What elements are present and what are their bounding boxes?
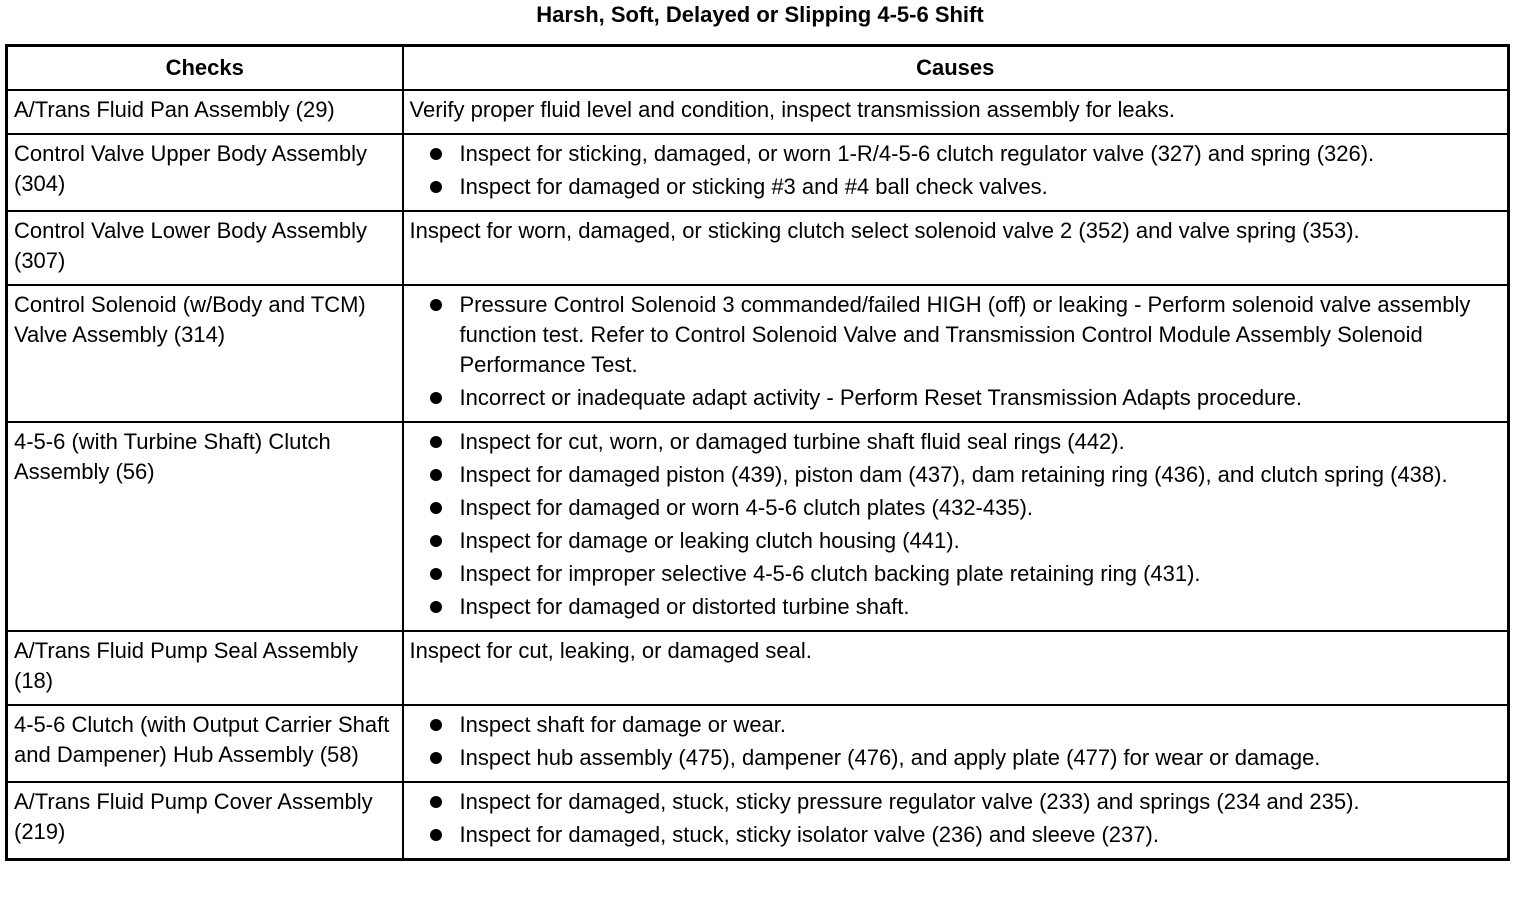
- table-body: [7, 90, 1509, 860]
- cause-list-item: Inspect for improper selective 4-5-6 clutch backing plate retaining ring (431).: [410, 559, 1502, 589]
- cause-list-item: Inspect for damaged or distorted turbine shaft.: [410, 592, 1502, 622]
- cause-list: [410, 427, 1502, 622]
- cause-cell: [403, 90, 1509, 134]
- cause-cell: [403, 422, 1509, 631]
- cause-cell: [403, 782, 1509, 860]
- check-cell: Control Valve Lower Body Assembly (307): [7, 211, 403, 285]
- checks-column-header: Checks: [7, 46, 403, 91]
- cause-list-item: Inspect for damaged or sticking #3 and #4 ball check valves.: [410, 172, 1502, 202]
- check-cell: A/Trans Fluid Pan Assembly (29): [7, 90, 403, 134]
- cause-list-item: Inspect shaft for damage or wear.: [410, 710, 1502, 740]
- cause-list-item: Inspect for damaged, stuck, sticky isolator valve (236) and sleeve (237).: [410, 820, 1502, 850]
- cause-cell: [403, 211, 1509, 285]
- table-row: [7, 705, 1509, 782]
- diagnostic-table: [5, 44, 1510, 861]
- check-cell: Control Valve Upper Body Assembly (304): [7, 134, 403, 211]
- cause-list: [410, 290, 1502, 413]
- cause-list: [410, 710, 1502, 773]
- cause-list-item: Inspect for damaged or worn 4-5-6 clutch plates (432-435).: [410, 493, 1502, 523]
- table-row: [7, 285, 1509, 422]
- causes-column-header: Causes: [403, 46, 1509, 91]
- check-cell: 4-5-6 (with Turbine Shaft) Clutch Assembly (56): [7, 422, 403, 631]
- table-row: [7, 211, 1509, 285]
- check-cell: Control Solenoid (w/Body and TCM) Valve Assembly (314): [7, 285, 403, 422]
- cause-list-item: Inspect for damage or leaking clutch housing (441).: [410, 526, 1502, 556]
- table-row: [7, 631, 1509, 705]
- table-row: [7, 134, 1509, 211]
- table-row: [7, 422, 1509, 631]
- cause-list-item: Pressure Control Solenoid 3 commanded/failed HIGH (off) or leaking - Perform solenoid valve assembly function test. Refer to Control Solenoid Valve and Transmission Control Module Assembly Solenoid Performance Test.: [410, 290, 1502, 380]
- check-cell: A/Trans Fluid Pump Seal Assembly (18): [7, 631, 403, 705]
- cause-cell: [403, 705, 1509, 782]
- cause-list-item: Incorrect or inadequate adapt activity - Perform Reset Transmission Adapts procedure.: [410, 383, 1502, 413]
- cause-list-item: Inspect for sticking, damaged, or worn 1-R/4-5-6 clutch regulator valve (327) and spring (326).: [410, 139, 1502, 169]
- table-row: [7, 782, 1509, 860]
- check-cell: 4-5-6 Clutch (with Output Carrier Shaft and Dampener) Hub Assembly (58): [7, 705, 403, 782]
- cause-list: [410, 139, 1502, 202]
- cause-cell: [403, 285, 1509, 422]
- cause-list-item: Inspect for damaged piston (439), piston dam (437), dam retaining ring (436), and clutch spring (438).: [410, 460, 1502, 490]
- page-title: Harsh, Soft, Delayed or Slipping 4-5-6 Shift: [536, 2, 984, 27]
- check-cell: A/Trans Fluid Pump Cover Assembly (219): [7, 782, 403, 860]
- cause-cell: [403, 631, 1509, 705]
- cause-cell: [403, 134, 1509, 211]
- cause-text: Inspect for cut, leaking, or damaged seal.: [409, 638, 812, 663]
- cause-list-item: Inspect hub assembly (475), dampener (476), and apply plate (477) for wear or damage.: [410, 743, 1502, 773]
- cause-text: Inspect for worn, damaged, or sticking clutch select solenoid valve 2 (352) and valve spring (353).: [409, 218, 1360, 243]
- table-row: [7, 90, 1509, 134]
- cause-list-item: Inspect for damaged, stuck, sticky pressure regulator valve (233) and springs (234 and 235).: [410, 787, 1502, 817]
- cause-list-item: Inspect for cut, worn, or damaged turbine shaft fluid seal rings (442).: [410, 427, 1502, 457]
- cause-list: [410, 787, 1502, 850]
- header-row: [7, 46, 1509, 91]
- cause-text: Verify proper fluid level and condition, inspect transmission assembly for leaks.: [409, 97, 1175, 122]
